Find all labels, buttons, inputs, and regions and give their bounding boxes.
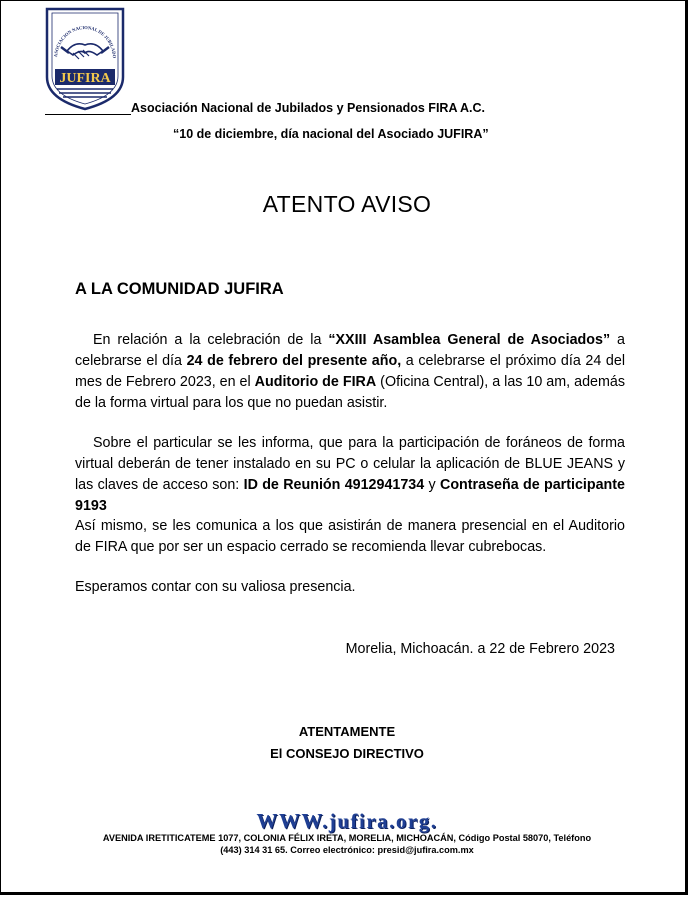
signature-salutation: ATENTAMENTE xyxy=(298,724,396,739)
paragraph-virtual-access: Sobre el particular se les informa, que para la participación de foráneos de forma virtual deberán de tener instalado en su PC o celular la aplicación de BLUE JEANS y las claves de acceso son: ID de Reunión 4912941734 y Contraseña de participante 9193 xyxy=(75,435,625,514)
header-underline xyxy=(45,114,131,115)
paragraph-face-mask: Así mismo, se les comunica a los que asistirán de manera presencial en el Auditorio de FIRA que por ser un espacio cerrado se recomienda llevar cubrebocas. xyxy=(75,518,625,555)
notice-recipient: A LA COMUNIDAD JUFIRA xyxy=(75,280,284,298)
footer-contact: (443) 314 31 65. Correo electrónico: presid@jufira.com.mx xyxy=(220,845,474,855)
signature-council: El CONSEJO DIRECTIVO xyxy=(270,746,424,761)
organization-motto: “10 de diciembre, día nacional del Asociado JUFIRA” xyxy=(173,127,489,141)
footer-address: AVENIDA IRETITICATEME 1077, COLONIA FÉLIX IRETA, MORELIA, MICHOACÁN, Código Postal 58070, Teléfono xyxy=(102,833,592,843)
place-and-date: Morelia, Michoacán. a 22 de Febrero 2023 xyxy=(345,641,615,657)
notice-title: ATENTO AVISO xyxy=(262,191,432,217)
website-link[interactable]: WWW.jufira.org. xyxy=(256,809,438,833)
logo-ring-text: ASOCIACION NACIONAL DE JUBILADO xyxy=(53,24,118,59)
paragraph-closing: Esperamos contar con su valiosa presencia. xyxy=(75,579,356,595)
paragraph-assembly: En relación a la celebración de la “XXIII Asamblea General de Asociados” a celebrarse el día 24 de febrero del presente año, a celebrarse el próximo día 24 del mes de Febrero 2023, en el Auditorio de FIRA (Oficina Central), a las 10 am, además de la forma virtual para los que no puedan asistir. xyxy=(75,332,626,411)
logo-wordmark: JUFIRA xyxy=(59,71,111,86)
organization-name: Asociación Nacional de Jubilados y Pensionados FIRA A.C. xyxy=(131,101,486,115)
jufira-logo xyxy=(43,7,127,111)
meeting-id: ID de Reunión 4912941734 xyxy=(243,477,425,493)
meeting-password: Contraseña de participante 9193 xyxy=(75,477,625,514)
